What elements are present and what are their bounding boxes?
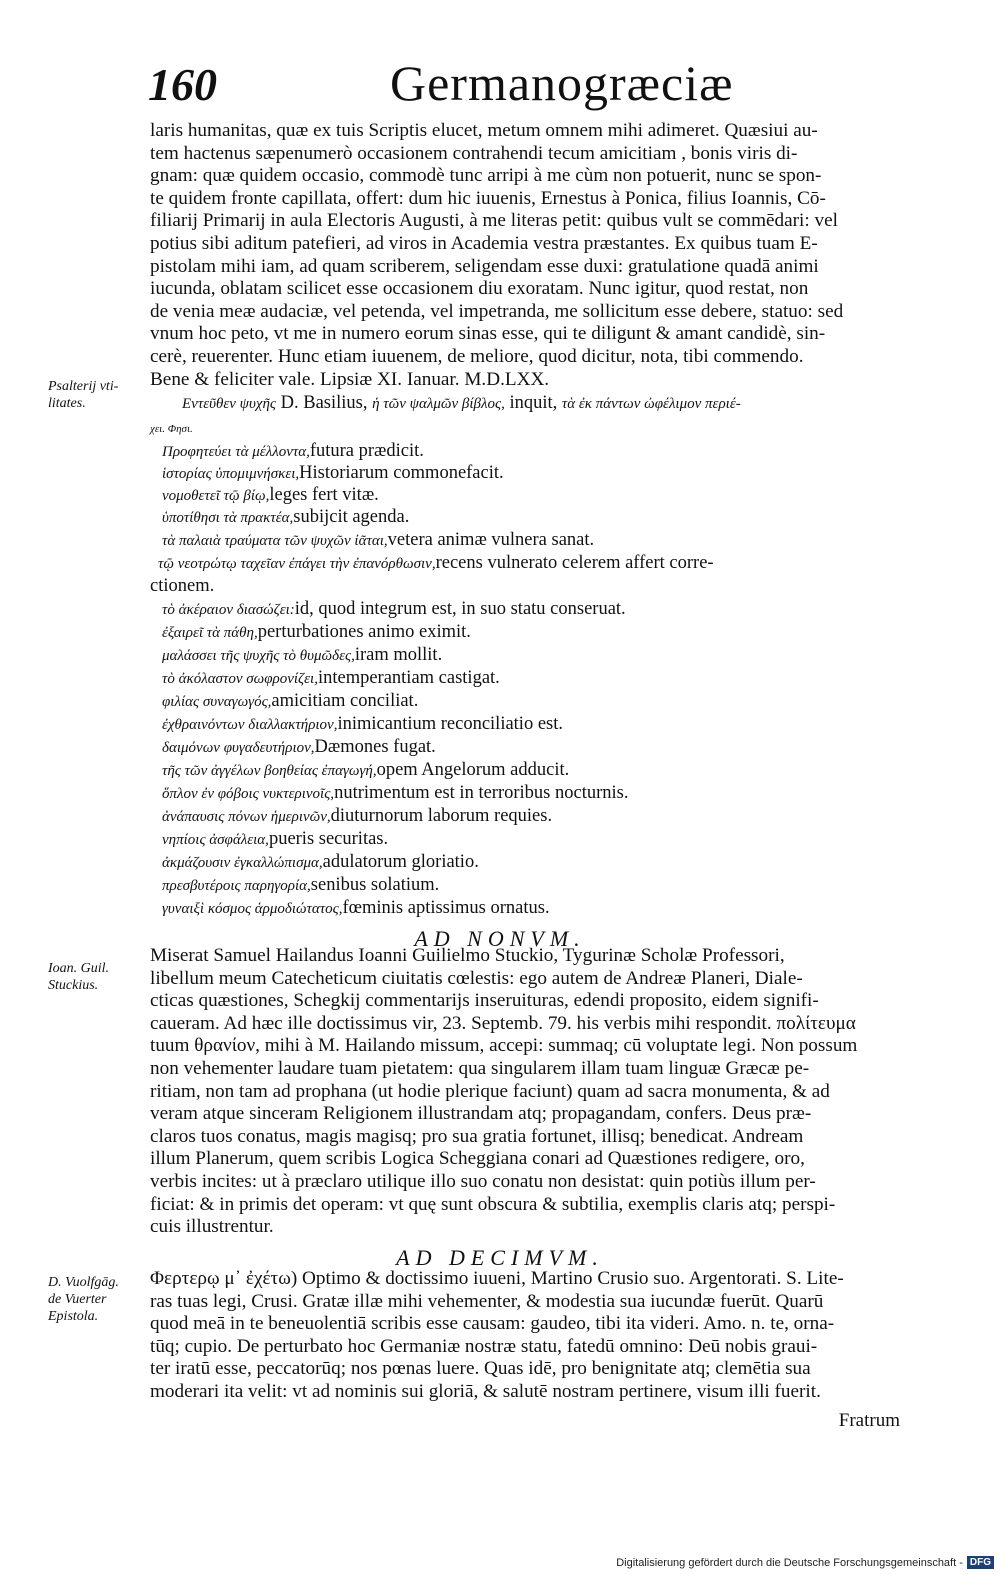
list-item	[162, 782, 628, 805]
list-item	[162, 598, 626, 621]
text-line: cuis illustrentur.	[150, 1216, 274, 1238]
list-item	[162, 440, 424, 463]
text-line: te quidem fronte capillata, offert: dum hic iuuenis, Ernestus à Ponica, filius Ioannis, Cō-	[150, 187, 826, 209]
letter-text	[150, 120, 898, 391]
text-line: gnam: quæ quidem occasio, commodè tunc arripi à me cùm non potuerit, nunc se spon-	[150, 165, 822, 187]
list-item	[162, 690, 418, 713]
list-item	[162, 713, 563, 736]
greek-text: φιλίας συναγωγός,	[162, 694, 272, 710]
margin-note-line: litates.	[48, 396, 86, 411]
list-item	[162, 874, 439, 897]
greek-text: νομοθετεῖ τῷ βίῳ,	[162, 488, 270, 504]
running-title: Germanogræciæ	[390, 55, 734, 111]
text-line: laris humanitas, quæ ex tuis Scriptis elucet, metum omnem mihi adimeret. Quæsiui au-	[150, 120, 818, 141]
text-line: ficiat: & in primis det operam: vt quę sunt obscura & subtilia, exemplis claris atq; perspi-	[150, 1193, 836, 1215]
list-item	[162, 736, 436, 759]
latin-text: diuturnorum laborum requies.	[330, 806, 553, 826]
list-item	[162, 759, 569, 782]
text-line: Bene & feliciter vale. Lipsiæ XI. Ianuar. M.D.LXX.	[150, 368, 550, 390]
margin-note-vuolfgang	[48, 1274, 144, 1325]
list-item	[162, 506, 409, 529]
greek-text: τὰ ἐκ πάντων ὠφέλιμον περιέ-	[561, 396, 741, 412]
latin-text: senibus solatium.	[310, 875, 440, 895]
list-item	[162, 851, 479, 874]
list-item	[150, 575, 214, 597]
section-heading-ad-decimum: AD DECIMVM.	[396, 1245, 604, 1270]
text-line: illum Planerum, quem scribis Logica Scheggiana conari ad Quæstiones redigere, oro,	[150, 1148, 805, 1170]
greek-text: τὰ παλαιὰ τραύματα τῶν ψυχῶν ἰᾶται,	[162, 533, 388, 549]
list-item	[158, 552, 714, 575]
text-line: claros tuos conatus, magis magisq; pro sua gratia fortunet, illisq; benedicat. Andream	[150, 1125, 804, 1147]
margin-note-line: Ioan. Guil.	[48, 961, 110, 976]
margin-note-psalterij	[48, 378, 144, 412]
latin-text: adulatorum gloriatio.	[322, 852, 479, 872]
greek-text: ἀκμάζουσιν ἐγκαλλώπισμα,	[162, 855, 323, 871]
latin-text: subijcit agenda.	[293, 507, 410, 527]
latin-text: Historiarum commonefacit.	[299, 463, 504, 483]
text-line: tem hactenus sæpenumerò occasionem contrahendi tecum amicitiam , bonis viris di-	[150, 142, 798, 164]
latin-text: nutrimentum est in terroribus nocturnis.	[334, 783, 629, 803]
latin-text: intemperantiam castigat.	[317, 668, 500, 688]
list-item	[162, 667, 500, 690]
footer-text: Digitalisierung gefördert durch die Deutsche Forschungsgemeinschaft -	[616, 1556, 963, 1569]
latin-text: leges fert vitæ.	[269, 485, 379, 505]
latin-text: id, quod integrum est, in suo statu conseruat.	[294, 599, 626, 619]
greek-text: δαιμόνων φυγαδευτήριον,	[162, 740, 315, 756]
greek-text: ἐξαιρεῖ τὰ πάθη,	[162, 625, 258, 641]
latin-text: amicitiam conciliat.	[271, 691, 419, 711]
greek-text: ὅπλον ἐν φόβοις νυκτερινοῖς,	[162, 786, 335, 802]
list-item	[162, 484, 379, 507]
ad-decimum-text	[150, 1268, 898, 1404]
greek-text: πρεσβυτέροις παρηγορία,	[162, 878, 311, 894]
text-line: filiarij Primarij in aula Electoris Augusti, à me literas petit: quibus vult se commēdari: vel	[150, 210, 838, 232]
text-line: quod meā in te beneuolentiā scribis esse causam: gaudeo, tibi ita videri. Amo. n. te, orna-	[150, 1313, 835, 1335]
text-line: tūq; cupio. De perturbato hoc Germaniæ nostræ statu, fatedū omnino: Deū nobis graui-	[150, 1335, 818, 1357]
greek-text: ἐχθραινόντων διαλλακτήριον,	[162, 717, 338, 733]
list-item	[162, 897, 550, 920]
text-line: cerè, reuerenter. Hunc etiam iuuenem, de meliore, quod dicitur, nota, tibi commendo.	[150, 345, 804, 367]
margin-note-line: D. Vuolfgāg.	[48, 1275, 119, 1290]
text-line: cticas quæstiones, Schegkij commentarijs inseruituras, edendi proposito, eidem signifi-	[150, 990, 819, 1012]
latin-text: Dæmones fugat.	[314, 737, 436, 757]
latin-text: opem Angelorum adducit.	[376, 760, 570, 780]
greek-text: γυναιξὶ κόσμος ἁρμοδιώτατος,	[162, 901, 343, 917]
greek-text: τὸ ἀκόλαστον σωφρονίζει,	[162, 671, 318, 687]
text-line: iucunda, oblatam scilicet esse occasionem diu exoratam. Nunc igitur, quod restat, non	[150, 278, 809, 300]
greek-text: ὑποτίθησι τὰ πρακτέα,	[162, 510, 294, 526]
text-line: tuum θρανίον, mihi à M. Hailando missum, accepi: summaq; cū voluptate legi. Non possum	[150, 1035, 858, 1057]
text-line: veram atque sinceram Religionem illustrandam atq; propagandam, confers. Deus præ-	[150, 1103, 812, 1125]
footer-credit	[616, 1556, 994, 1569]
greek-text: νηπίοις ἀσφάλεια,	[162, 832, 269, 848]
greek-text: μαλάσσει τῆς ψυχῆς τὸ θυμῶδες,	[162, 648, 355, 664]
latin-text: recens vulnerato celerem affert corre-	[435, 553, 714, 573]
basilius-line-2	[150, 416, 193, 440]
latin-text: fœminis aptissimus ornatus.	[342, 898, 550, 918]
latin-text: pueris securitas.	[268, 829, 389, 849]
list-item	[162, 621, 471, 644]
text-line: potius sibi aditum patefieri, ad viros in Academia vestra præstantes. Ex quibus tuam E-	[150, 232, 818, 254]
text-line: moderari ita velit: vt ad nominis sui gloriā, & salutē nostram pertinere, visum illi fuerit.	[150, 1380, 821, 1402]
list-item	[162, 462, 504, 485]
basilius-line	[182, 392, 741, 415]
list-item	[162, 828, 388, 851]
greek-text: τῷ νεοτρώτῳ ταχεῖαν ἐπάγει τὴν ἐπανόρθωσιν,	[158, 556, 436, 572]
list-item	[162, 805, 552, 828]
latin-text: futura prædicit.	[309, 441, 424, 461]
text-line: ras tuas legi, Crusi. Gratæ illæ mihi vehementer, & modestia sua iucundæ fuerūt. Quarū	[150, 1290, 824, 1312]
text-line: vnum hoc peto, vt me in numero eorum sinas esse, qui te diligunt & amant candidè, sin-	[150, 323, 826, 345]
greek-text: Προφητεύει τὰ μέλλοντα,	[162, 444, 310, 460]
margin-note-ioan-guil	[48, 960, 144, 994]
text-line: de venia meæ audaciæ, vel petenda, vel impetranda, me sollicitum esse debere, statuo: sed	[150, 300, 844, 322]
latin-text: vetera animæ vulnera sanat.	[387, 530, 595, 550]
greek-text: χει. Φησι.	[150, 423, 193, 435]
latin-text: D. Basilius,	[280, 393, 368, 413]
latin-text: ctionem.	[150, 576, 215, 596]
text-line: caueram. Ad hæc ille doctissimus vir, 23. Septemb. 79. his verbis mihi respondit. πολίτευμα	[150, 1012, 856, 1034]
margin-note-line: Psalterij vti-	[48, 379, 119, 394]
text-line: verbis incites: ut à præclaro utilique illo suo conatu non desistat: quin potiùs illum per-	[150, 1170, 816, 1192]
text-line: libellum meum Catecheticum ciuitatis cœlestis: ego autem de Andreæ Planeri, Diale-	[150, 967, 803, 989]
list-item	[162, 529, 594, 552]
greek-text: ἱστορίας ὑπομιμνήσκει,	[162, 466, 300, 482]
dfg-logo: DFG	[967, 1556, 994, 1569]
margin-note-line: de Vuerter	[48, 1292, 107, 1307]
catchword: Fratrum	[838, 1410, 900, 1431]
latin-text: perturbationes animo eximit.	[257, 622, 471, 642]
greek-text: Εντεῦθεν ψυχῆς	[182, 396, 276, 412]
greek-text: τῆς τῶν ἀγγέλων βοηθείας ἐπαγωγή,	[162, 763, 377, 779]
latin-text: iram mollit.	[354, 645, 443, 665]
text-line: non vehementer laudare tuam pietatem: qua singularem illam tuam linguæ Græcæ pe-	[150, 1057, 810, 1079]
text-line: Φερτερῳ μ᾽ ἐχέτω) Optimo & doctissimo iuueni, Martino Crusio suo. Argentorati. S. Lite-	[150, 1268, 844, 1289]
margin-note-line: Epistola.	[48, 1309, 99, 1324]
ad-nonum-text	[150, 945, 898, 1239]
list-item	[162, 644, 442, 667]
text-line: pistolam mihi iam, ad quam scriberem, seligendam esse duxi: gratulatione quadā animi	[150, 255, 819, 277]
text-line: ritiam, non tam ad prophana (ut hodie plerique faciunt) quam ad sacra monumenta, & ad	[150, 1080, 830, 1102]
margin-note-line: Stuckius.	[48, 978, 99, 993]
greek-text: ἡ τῶν ψαλμῶν βίβλος,	[372, 396, 505, 412]
greek-text: τὸ ἀκέραιον διασώζει:	[162, 602, 295, 618]
latin-text: inquit,	[509, 393, 558, 413]
greek-text: ἀνάπαυσις πόνων ἡμερινῶν,	[162, 809, 331, 825]
latin-text: inimicantium reconciliatio est.	[337, 714, 564, 734]
section-heading-ad-nonum: AD NONVM.	[414, 926, 586, 951]
text-line: Miserat Samuel Hailandus Ioanni Guilielmo Stuckio, Tygurinæ Scholæ Professori,	[150, 945, 785, 966]
page-number: 160	[148, 59, 217, 110]
text-line: ter iratū esse, peccatorūq; nos pœnas luere. Quas idē, pro benignitate atq; clemētia sua	[150, 1358, 811, 1380]
